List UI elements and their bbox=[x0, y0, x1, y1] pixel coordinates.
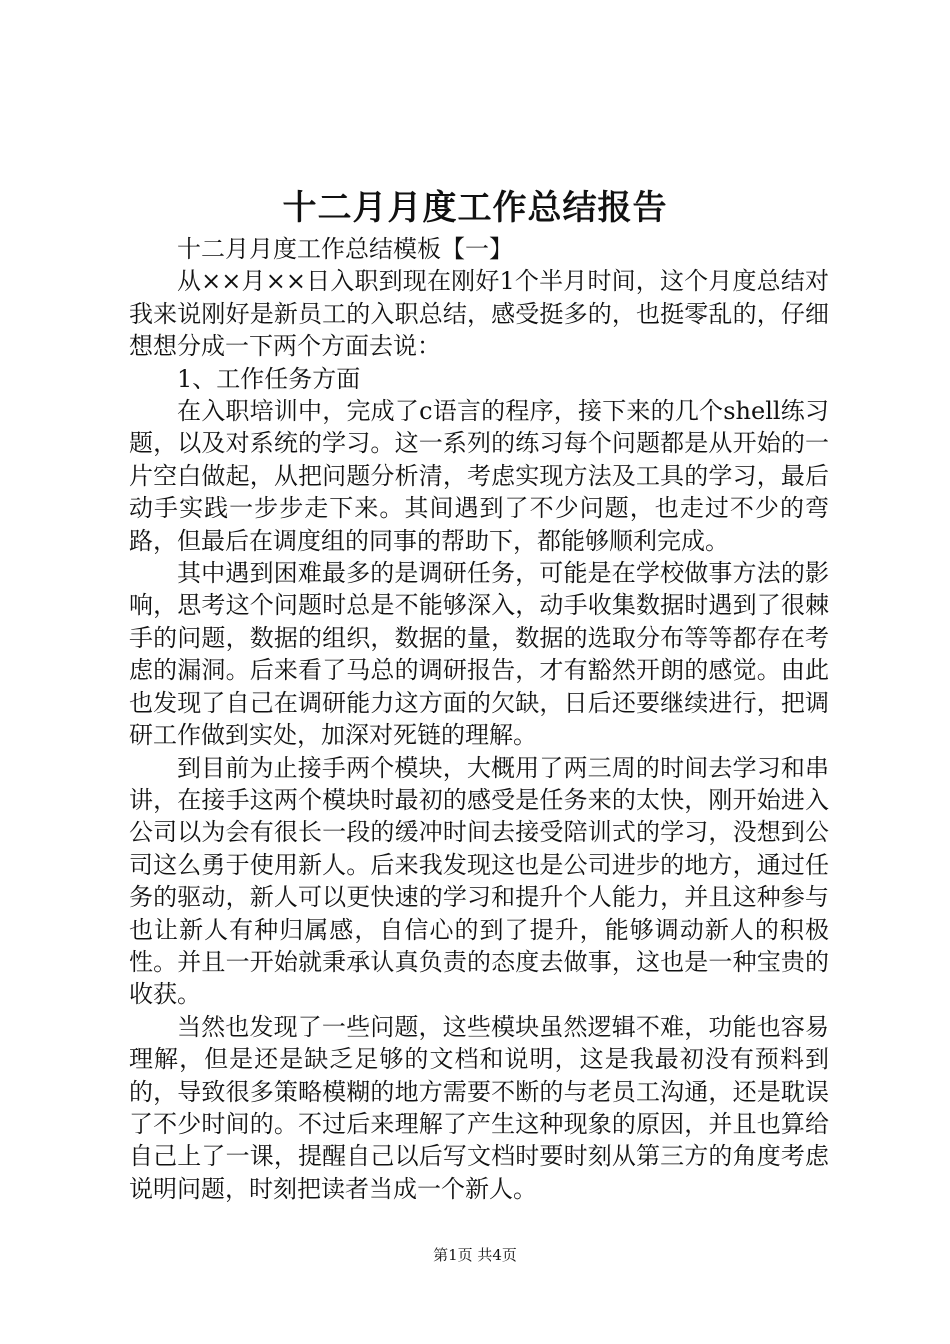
paragraph-training: 在入职培训中，完成了c语言的程序，接下来的几个shell练习题，以及对系统的学习。这一系列的练习每个问题都是从开始的一片空白做起，从把问题分析清，考虑实现方法及工具的学习，最后动手实践一步步走下来。其间遇到了不少问题，也走过不少的弯路，但最后在调度组的同事的帮助下，都能够顺利完成。 bbox=[129, 397, 829, 555]
paragraph-intro: 从××月××日入职到现在刚好1个半月时间，这个月度总结对我来说刚好是新员工的入职总结，感受挺多的，也挺零乱的，仔细想想分成一下两个方面去说： bbox=[129, 267, 829, 361]
paragraph-modules: 到目前为止接手两个模块，大概用了两三周的时间去学习和串讲，在接手这两个模块时最初的感受是任务来的太快，刚开始进入公司以为会有很长一段的缓冲时间去接受陪训式的学习，没想到公司这么勇于使用新人。后来我发现这也是公司进步的地方，通过任务的驱动，新人可以更快速的学习和提升个人能力，并且这种参与也让新人有种归属感，自信心的到了提升，能够调动新人的积极性。并且一开始就秉承认真负责的态度去做事，这也是一种宝贵的收获。 bbox=[129, 753, 829, 1009]
document-body bbox=[129, 233, 829, 1205]
page-footer: 第1页 共4页 bbox=[433, 1246, 517, 1264]
paragraph-template-heading: 十二月月度工作总结模板【一】 bbox=[177, 235, 513, 263]
paragraph-research: 其中遇到困难最多的是调研任务，可能是在学校做事方法的影响，思考这个问题时总是不能够深入，动手收集数据时遇到了很棘手的问题，数据的组织，数据的量，数据的选取分布等等都存在考虑的漏洞。后来看了马总的调研报告，才有豁然开朗的感觉。由此也发现了自己在调研能力这方面的欠缺，日后还要继续进行，把调研工作做到实处，加深对死链的理解。 bbox=[129, 559, 829, 750]
paragraph-section-heading: 1、工作任务方面 bbox=[177, 364, 361, 393]
paragraph-problems: 当然也发现了一些问题，这些模块虽然逻辑不难，功能也容易理解，但是还是缺乏足够的文档和说明，这是我最初没有预料到的，导致很多策略模糊的地方需要不断的与老员工沟通，还是耽误了不少时间的。不过后来理解了产生这种现象的原因，并且也算给自己上了一课，提醒自己以后写文档时要时刻从第三方的角度考虑说明问题，时刻把读者当成一个新人。 bbox=[129, 1012, 829, 1203]
document-title: 十二月月度工作总结报告 bbox=[282, 188, 668, 228]
